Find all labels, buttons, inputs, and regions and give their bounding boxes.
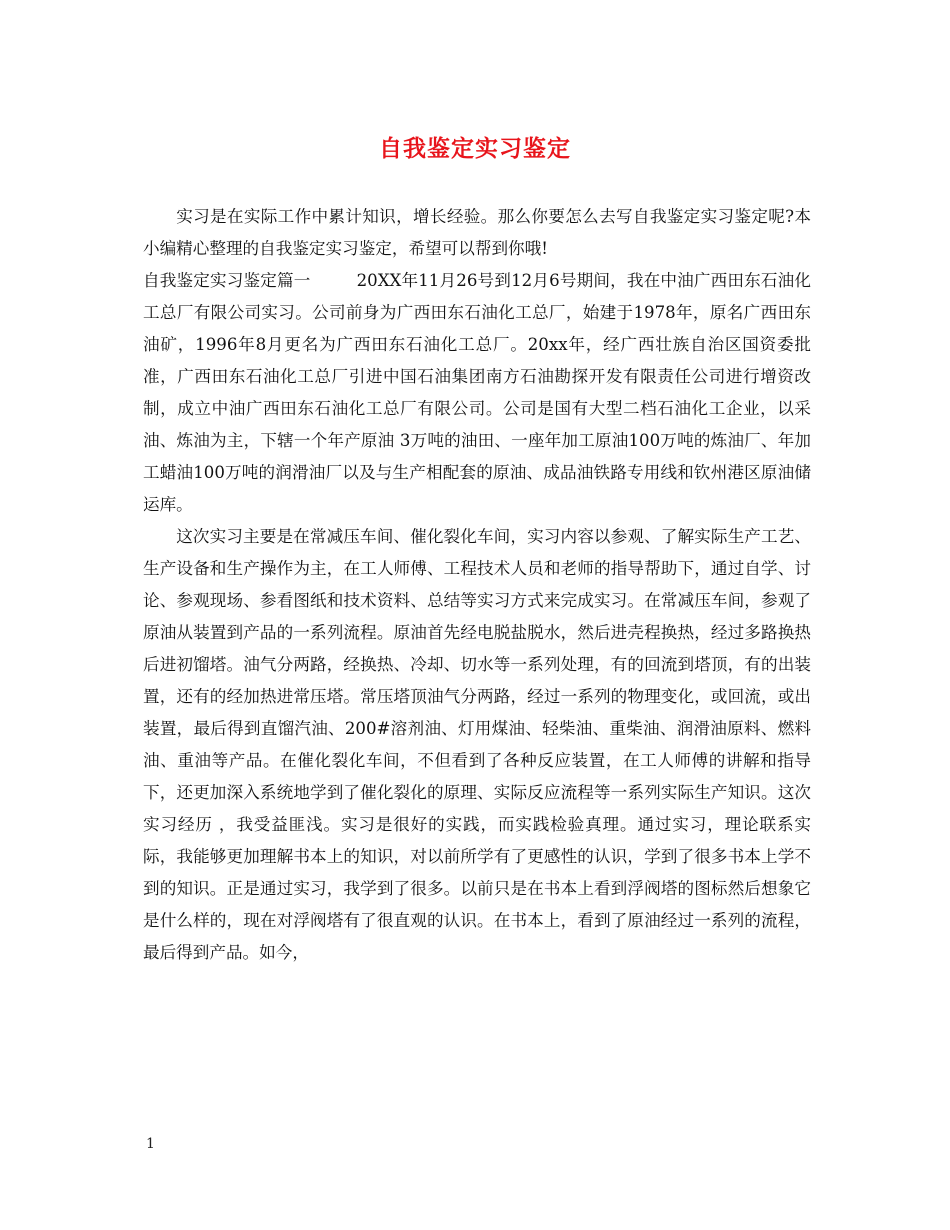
section-paragraph-1 [143, 265, 811, 521]
intro-paragraph: 实习是在实际工作中累计知识，增长经验。那么你要怎么去写自我鉴定实习鉴定呢?本小编精心整理的自我鉴定实习鉴定，希望可以帮到你哦! [143, 207, 811, 258]
page-number: 1 [146, 1136, 155, 1152]
paragraph-1-text: 20XX年11月26号到12月6号期间，我在中油广西田东石油化工总厂有限公司实习。公司前身为广西田东石油化工总厂，始建于1978年，原名广西田东油矿，1996年8月更名为广西田东石油化工总厂。20xx年，经广西壮族自治区国资委批准，广西田东石油化工总厂引进中国石油集团南方石油勘探开发有限责任公司进行增资改制，成立中油广西田东石油化工总厂有限公司。公司是国有大型二档石油化工企业，以采油、炼油为主，下辖一个年产原油 3万吨的油田、一座年加工原油100万吨的炼油厂、年加工蜡油100万吨的润滑油厂以及与生产相配套的原油、成品油铁路专用线和钦州港区原油储运库。 [143, 271, 812, 514]
section-heading: 自我鉴定实习鉴定篇一 [143, 271, 311, 290]
document-title: 自我鉴定实习鉴定 [379, 135, 571, 162]
document-body [143, 201, 811, 969]
section-paragraph-2: 这次实习主要是在常减压车间、催化裂化车间，实习内容以参观、了解实际生产工艺、生产设备和生产操作为主，在工人师傅、工程技术人员和老师的指导帮助下，通过自学、讨论、参观现场、参看图纸和技术资料、总结等实习方式来完成实习。在常减压车间，参观了原油从装置到产品的一系列流程。原油首先经电脱盐脱水，然后进壳程换热，经过多路换热后进初馏塔。油气分两路，经换热、冷却、切水等一系列处理，有的回流到塔顶，有的出装置，还有的经加热进常压塔。常压塔顶油气分两路，经过一系列的物理变化，或回流，或出装置，最后得到直馏汽油、200#溶剂油、灯用煤油、轻柴油、重柴油、润滑油原料、燃料油、重油等产品。在催化裂化车间，不但看到了各种反应装置，在工人师傅的讲解和指导下，还更加深入系统地学到了催化裂化的原理、实际反应流程等一系列实际生产知识。这次实习经历 ，我受益匪浅。实习是很好的实践，而实践检验真理。通过实习，理论联系实际，我能够更加理解书本上的知识，对以前所学有了更感性的认识，学到了很多书本上学不到的知识。正是通过实习，我学到了很多。以前只是在书本上看到浮阀塔的图标然后想象它是什么样的，现在对浮阀塔有了很直观的认识。在书本上，看到了原油经过一系列的流程，最后得到产品。如今， [143, 527, 811, 962]
